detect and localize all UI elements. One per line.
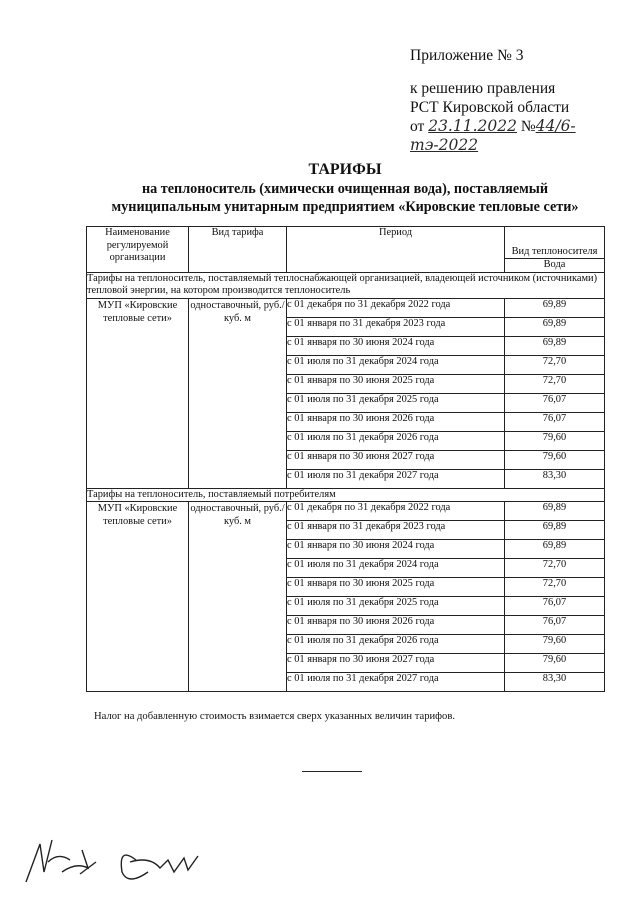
handwritten-date: 23.11.2022 — [428, 117, 517, 135]
header-tariff-type: Вид тарифа — [189, 227, 287, 273]
period-cell: с 01 января по 30 июня 2024 года — [287, 336, 505, 355]
tariff-value-cell: 72,70 — [505, 374, 605, 393]
period-cell: с 01 июля по 31 декабря 2026 года — [287, 431, 505, 450]
header-carrier: Вид теплоносителя — [505, 227, 605, 259]
tariff-value-cell: 69,89 — [505, 298, 605, 317]
document-heading — [80, 160, 610, 216]
tariff-value-cell: 72,70 — [505, 578, 605, 597]
header-org: Наименование регулируемой организации — [87, 227, 189, 273]
period-cell: с 01 июля по 31 декабря 2024 года — [287, 355, 505, 374]
period-cell: с 01 января по 30 июня 2025 года — [287, 374, 505, 393]
appendix-title: Приложение № 3 — [410, 47, 524, 64]
handwritten-number: 44/6-тэ-2022 — [410, 117, 576, 154]
period-cell: с 01 июля по 31 декабря 2027 года — [287, 469, 505, 488]
tariff-value-cell: 83,30 — [505, 673, 605, 692]
period-cell: с 01 июля по 31 декабря 2024 года — [287, 559, 505, 578]
header-water: Вода — [505, 259, 605, 273]
tariff-table-body — [87, 273, 605, 692]
tariff-type-cell: одноставочный, руб./куб. м — [189, 298, 287, 488]
period-cell: с 01 декабря по 31 декабря 2022 года — [287, 502, 505, 521]
tariff-value-cell: 79,60 — [505, 635, 605, 654]
section-caption: Тарифы на теплоноситель, поставляемый потребителям — [87, 488, 605, 501]
heading-line-2: муниципальным унитарным предприятием «Кировские тепловые сети» — [111, 199, 579, 215]
table-row — [87, 502, 605, 521]
tariff-value-cell: 76,07 — [505, 597, 605, 616]
header-period: Период — [287, 227, 505, 273]
tariff-value-cell: 79,60 — [505, 431, 605, 450]
period-cell: с 01 января по 30 июня 2027 года — [287, 654, 505, 673]
tariff-value-cell: 69,89 — [505, 317, 605, 336]
tariff-value-cell: 72,70 — [505, 559, 605, 578]
tariff-value-cell: 79,60 — [505, 450, 605, 469]
authority-line: РСТ Кировской области — [410, 99, 570, 116]
signature-1 — [26, 840, 96, 882]
organization-cell: МУП «Кировские тепловые сети» — [87, 502, 189, 692]
signatures — [18, 832, 218, 892]
period-cell: с 01 января по 30 июня 2025 года — [287, 578, 505, 597]
period-cell: с 01 июля по 31 декабря 2025 года — [287, 393, 505, 412]
appendix-block — [410, 46, 640, 155]
section-caption: Тарифы на теплоноситель, поставляемый теплоснабжающей организацией, владеющей источником (источниками) тепловой энергии, на котором производится теплоноситель — [87, 273, 605, 299]
period-cell: с 01 января по 31 декабря 2023 года — [287, 317, 505, 336]
tariff-value-cell: 69,89 — [505, 521, 605, 540]
period-cell: с 01 июля по 31 декабря 2025 года — [287, 597, 505, 616]
period-cell: с 01 января по 30 июня 2026 года — [287, 412, 505, 431]
decision-line: к решению правления — [410, 80, 556, 97]
table-header-row — [87, 227, 605, 259]
section-caption-row — [87, 273, 605, 299]
tariff-value-cell: 72,70 — [505, 355, 605, 374]
heading-line-1: на теплоноситель (химически очищенная вода), поставляемый — [141, 181, 549, 197]
period-cell: с 01 июля по 31 декабря 2026 года — [287, 635, 505, 654]
period-cell: с 01 января по 30 июня 2026 года — [287, 616, 505, 635]
vat-note: Налог на добавленную стоимость взимается сверх указанных величин тарифов. — [94, 711, 455, 722]
heading-title: ТАРИФЫ — [308, 161, 382, 178]
section-caption-row — [87, 488, 605, 501]
tariff-value-cell: 69,89 — [505, 336, 605, 355]
period-cell: с 01 января по 31 декабря 2023 года — [287, 521, 505, 540]
table-row — [87, 298, 605, 317]
tariff-value-cell: 76,07 — [505, 393, 605, 412]
tariff-value-cell: 79,60 — [505, 654, 605, 673]
tariff-value-cell: 69,89 — [505, 502, 605, 521]
tariff-value-cell: 69,89 — [505, 540, 605, 559]
number-prefix: № — [520, 118, 536, 135]
signature-2 — [121, 855, 198, 879]
organization-cell: МУП «Кировские тепловые сети» — [87, 298, 189, 488]
period-cell: с 01 января по 30 июня 2024 года — [287, 540, 505, 559]
date-number-line — [410, 117, 640, 155]
tariff-value-cell: 83,30 — [505, 469, 605, 488]
tariff-value-cell: 76,07 — [505, 616, 605, 635]
tariff-value-cell: 76,07 — [505, 412, 605, 431]
tariff-type-cell: одноставочный, руб./куб. м — [189, 502, 287, 692]
period-cell: с 01 июля по 31 декабря 2027 года — [287, 673, 505, 692]
period-cell: с 01 января по 30 июня 2027 года — [287, 450, 505, 469]
separator-line — [302, 771, 362, 772]
tariff-table — [86, 226, 605, 692]
period-cell: с 01 декабря по 31 декабря 2022 года — [287, 298, 505, 317]
date-prefix: от — [410, 118, 425, 135]
